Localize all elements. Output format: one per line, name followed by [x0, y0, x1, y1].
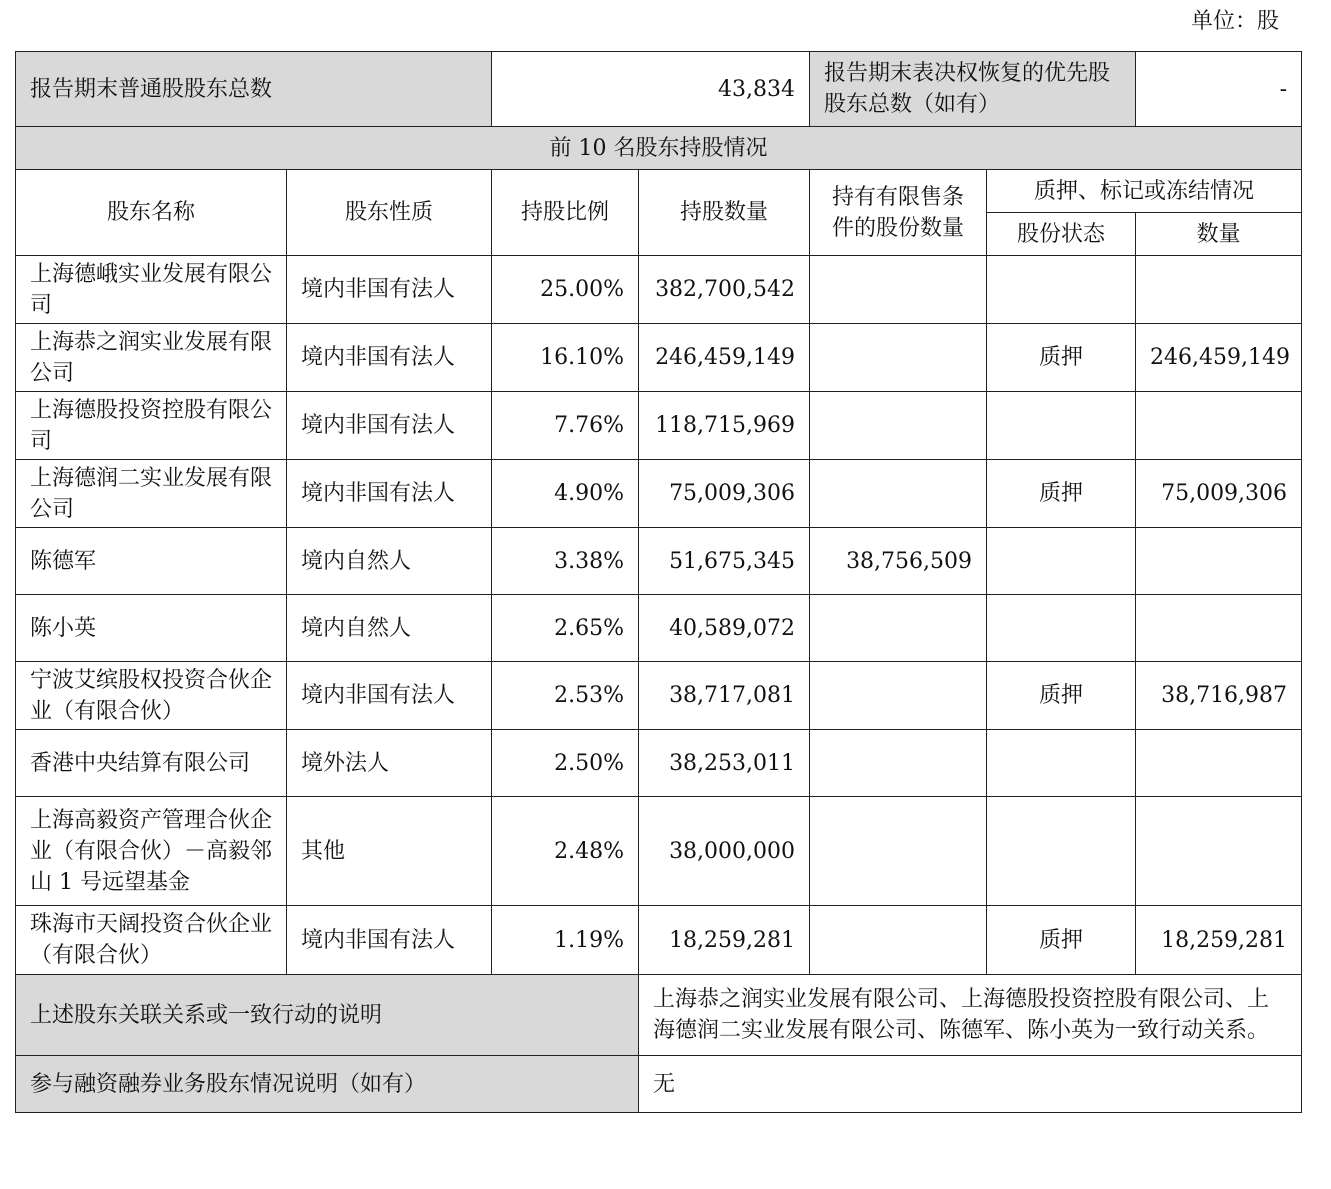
shareholder-name: 香港中央结算有限公司 — [16, 730, 287, 797]
header-pledge-group: 质押、标记或冻结情况 — [987, 170, 1302, 213]
table-row — [16, 528, 1302, 595]
shareholder-name: 珠海市天阔投资合伙企业（有限合伙） — [16, 906, 287, 975]
pledge-status: 质押 — [987, 460, 1136, 528]
shareholder-name: 陈德军 — [16, 528, 287, 595]
holding-ratio: 16.10% — [492, 324, 639, 392]
pledge-amount: 18,259,281 — [1136, 906, 1302, 975]
holding-quantity: 118,715,969 — [639, 392, 810, 460]
pledge-status — [987, 730, 1136, 797]
holding-quantity: 18,259,281 — [639, 906, 810, 975]
margin-label: 参与融资融券业务股东情况说明（如有） — [16, 1056, 639, 1113]
shareholder-nature: 其他 — [287, 797, 492, 906]
shareholder-name: 陈小英 — [16, 595, 287, 662]
pledge-amount — [1136, 797, 1302, 906]
holding-quantity: 51,675,345 — [639, 528, 810, 595]
restricted-quantity — [810, 595, 987, 662]
holding-quantity: 75,009,306 — [639, 460, 810, 528]
table-row — [16, 324, 1302, 392]
pledge-status — [987, 528, 1136, 595]
pledge-status — [987, 797, 1136, 906]
shareholder-nature: 境内非国有法人 — [287, 392, 492, 460]
holding-ratio: 25.00% — [492, 256, 639, 324]
shareholder-name: 上海恭之润实业发展有限公司 — [16, 324, 287, 392]
restricted-quantity — [810, 324, 987, 392]
holding-quantity: 382,700,542 — [639, 256, 810, 324]
holding-ratio: 4.90% — [492, 460, 639, 528]
shareholder-nature: 境外法人 — [287, 730, 492, 797]
table-row — [16, 730, 1302, 797]
table-row — [16, 460, 1302, 528]
preferred-holders-label: 报告期末表决权恢复的优先股股东总数（如有） — [810, 52, 1136, 127]
common-holders-value: 43,834 — [492, 52, 810, 127]
restricted-quantity: 38,756,509 — [810, 528, 987, 595]
pledge-amount: 38,716,987 — [1136, 662, 1302, 730]
shareholder-name: 上海德润二实业发展有限公司 — [16, 460, 287, 528]
table-row — [16, 662, 1302, 730]
holding-quantity: 38,253,011 — [639, 730, 810, 797]
restricted-quantity — [810, 392, 987, 460]
pledge-status: 质押 — [987, 662, 1136, 730]
summary-row — [16, 52, 1302, 127]
pledge-amount: 75,009,306 — [1136, 460, 1302, 528]
holding-ratio: 7.76% — [492, 392, 639, 460]
pledge-status — [987, 392, 1136, 460]
relation-row — [16, 975, 1302, 1056]
header-ratio: 持股比例 — [492, 170, 639, 256]
header-quantity: 持股数量 — [639, 170, 810, 256]
holding-ratio: 2.50% — [492, 730, 639, 797]
holding-quantity: 38,717,081 — [639, 662, 810, 730]
restricted-quantity — [810, 906, 987, 975]
shareholder-table — [15, 51, 1302, 1113]
pledge-amount — [1136, 528, 1302, 595]
shareholder-name: 上海高毅资产管理合伙企业（有限合伙）－高毅邻山 1 号远望基金 — [16, 797, 287, 906]
header-status: 股份状态 — [987, 213, 1136, 256]
holding-quantity: 40,589,072 — [639, 595, 810, 662]
shareholder-name: 上海德峨实业发展有限公司 — [16, 256, 287, 324]
pledge-amount: 246,459,149 — [1136, 324, 1302, 392]
restricted-quantity — [810, 460, 987, 528]
restricted-quantity — [810, 662, 987, 730]
holding-quantity: 38,000,000 — [639, 797, 810, 906]
pledge-amount — [1136, 595, 1302, 662]
header-name: 股东名称 — [16, 170, 287, 256]
restricted-quantity — [810, 730, 987, 797]
table-row — [16, 595, 1302, 662]
restricted-quantity — [810, 797, 987, 906]
header-amount: 数量 — [1136, 213, 1302, 256]
pledge-amount — [1136, 256, 1302, 324]
header-restricted: 持有有限售条件的股份数量 — [810, 170, 987, 256]
margin-text: 无 — [639, 1056, 1302, 1113]
restricted-quantity — [810, 256, 987, 324]
unit-label: 单位：股 — [1190, 9, 1279, 34]
relation-text: 上海恭之润实业发展有限公司、上海德股投资控股有限公司、上海德润二实业发展有限公司、陈德军、陈小英为一致行动关系。 — [639, 975, 1302, 1056]
section-title: 前 10 名股东持股情况 — [16, 127, 1302, 170]
table-row — [16, 906, 1302, 975]
margin-row — [16, 1056, 1302, 1113]
common-holders-label: 报告期末普通股股东总数 — [16, 52, 492, 127]
relation-label: 上述股东关联关系或一致行动的说明 — [16, 975, 639, 1056]
shareholder-nature: 境内非国有法人 — [287, 662, 492, 730]
pledge-status: 质押 — [987, 324, 1136, 392]
holding-quantity: 246,459,149 — [639, 324, 810, 392]
section-title-row — [16, 127, 1302, 170]
pledge-status — [987, 595, 1136, 662]
shareholder-nature: 境内非国有法人 — [287, 460, 492, 528]
header-nature: 股东性质 — [287, 170, 492, 256]
shareholder-nature: 境内非国有法人 — [287, 256, 492, 324]
holding-ratio: 2.65% — [492, 595, 639, 662]
shareholder-nature: 境内非国有法人 — [287, 324, 492, 392]
pledge-status: 质押 — [987, 906, 1136, 975]
shareholder-nature: 境内非国有法人 — [287, 906, 492, 975]
table-row — [16, 256, 1302, 324]
preferred-holders-value: - — [1136, 52, 1302, 127]
table-row — [16, 392, 1302, 460]
shareholder-nature: 境内自然人 — [287, 528, 492, 595]
pledge-amount — [1136, 392, 1302, 460]
holding-ratio: 2.53% — [492, 662, 639, 730]
shareholder-nature: 境内自然人 — [287, 595, 492, 662]
pledge-amount — [1136, 730, 1302, 797]
holding-ratio: 3.38% — [492, 528, 639, 595]
shareholder-name: 宁波艾缤股权投资合伙企业（有限合伙） — [16, 662, 287, 730]
pledge-status — [987, 256, 1136, 324]
header-row-1 — [16, 170, 1302, 213]
shareholder-name: 上海德股投资控股有限公司 — [16, 392, 287, 460]
table-row — [16, 797, 1302, 906]
holding-ratio: 2.48% — [492, 797, 639, 906]
holding-ratio: 1.19% — [492, 906, 639, 975]
